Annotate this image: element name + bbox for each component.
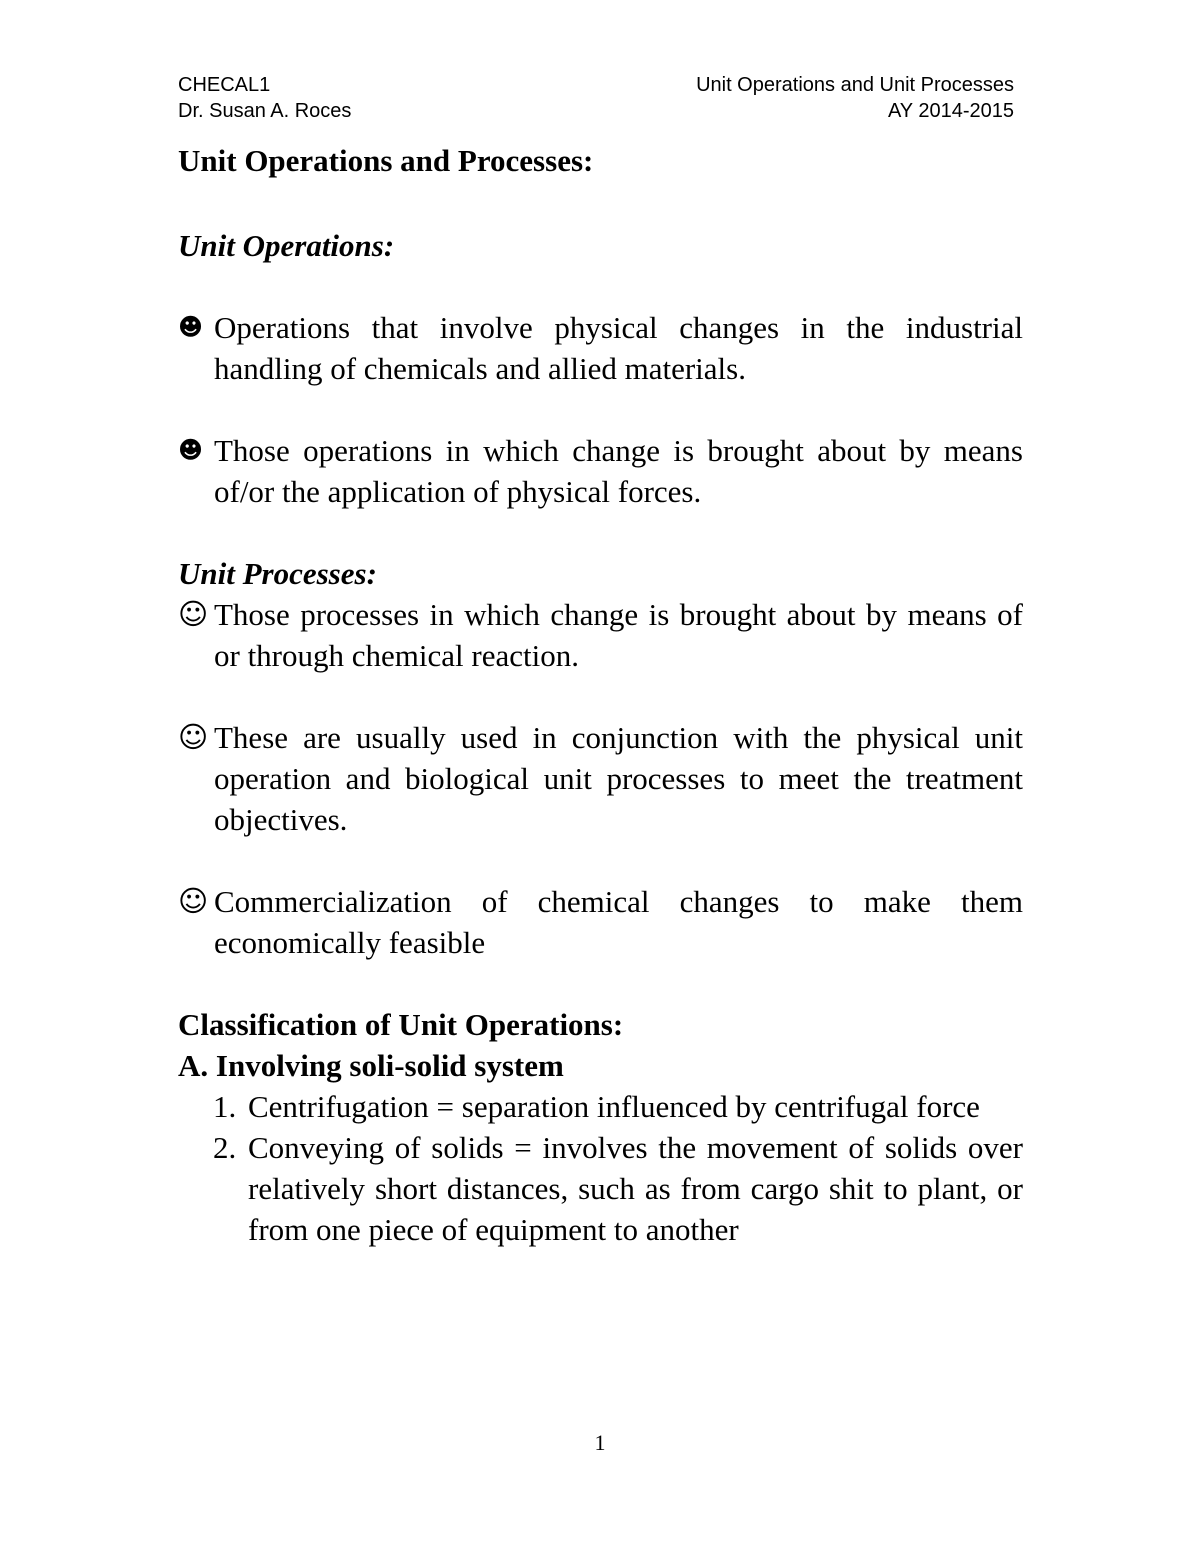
list-item-text: Those operations in which change is brought about by means of/or the application of physical forces.: [214, 433, 1023, 509]
header-course: CHECAL1: [178, 74, 271, 96]
header-year: AY 2014-2015: [887, 100, 1014, 122]
list-item: [178, 881, 1023, 963]
list-item: [178, 430, 1023, 512]
unit-operations-heading: Unit Operations:: [178, 228, 395, 263]
list-item: [178, 307, 1023, 389]
page-title: Unit Operations and Processes:: [178, 143, 594, 178]
list-item-text: Commercialization of chemical changes to make them economically feasible: [214, 884, 1023, 960]
header-row-1: [178, 73, 1014, 97]
list-item-text: Those processes in which change is brought about by means of or through chemical reaction.: [214, 597, 1023, 673]
smiley-filled-icon: ☻: [178, 313, 204, 341]
list-item: [178, 717, 1023, 840]
header-topic: Unit Operations and Unit Processes: [696, 74, 1014, 96]
page-content: [178, 140, 1023, 1250]
smiley-outline-icon: ☺: [178, 597, 209, 631]
item-number: 1.: [213, 1089, 237, 1124]
list-item: [178, 594, 1023, 676]
numbered-item: [213, 1127, 1023, 1250]
item-text: Centrifugation = separation influenced by centrifugal force: [248, 1089, 980, 1124]
smiley-filled-icon: ☻: [178, 436, 204, 464]
smiley-outline-icon: ☺: [178, 884, 209, 918]
page-number: 1: [594, 1430, 606, 1455]
item-text: Conveying of solids = involves the movement of solids over relatively short distances, such as from cargo shit to plant, or from one piece of equipment to another: [248, 1130, 1023, 1247]
numbered-item: [213, 1086, 1023, 1127]
item-number: 2.: [213, 1130, 237, 1165]
smiley-outline-icon: ☺: [178, 720, 209, 754]
list-item-text: These are usually used in conjunction with the physical unit operation and biological unit processes to meet the treatment objectives.: [214, 720, 1023, 837]
numbered-list: [213, 1086, 1023, 1250]
list-item-text: Operations that involve physical changes in the industrial handling of chemicals and allied materials.: [214, 310, 1023, 386]
header-author: Dr. Susan A. Roces: [178, 100, 352, 122]
header-row-2: [178, 99, 1014, 123]
classification-heading: Classification of Unit Operations:: [178, 1007, 624, 1042]
unit-processes-heading: Unit Processes:: [178, 556, 377, 591]
group-a-heading: A. Involving soli-solid system: [178, 1048, 564, 1083]
